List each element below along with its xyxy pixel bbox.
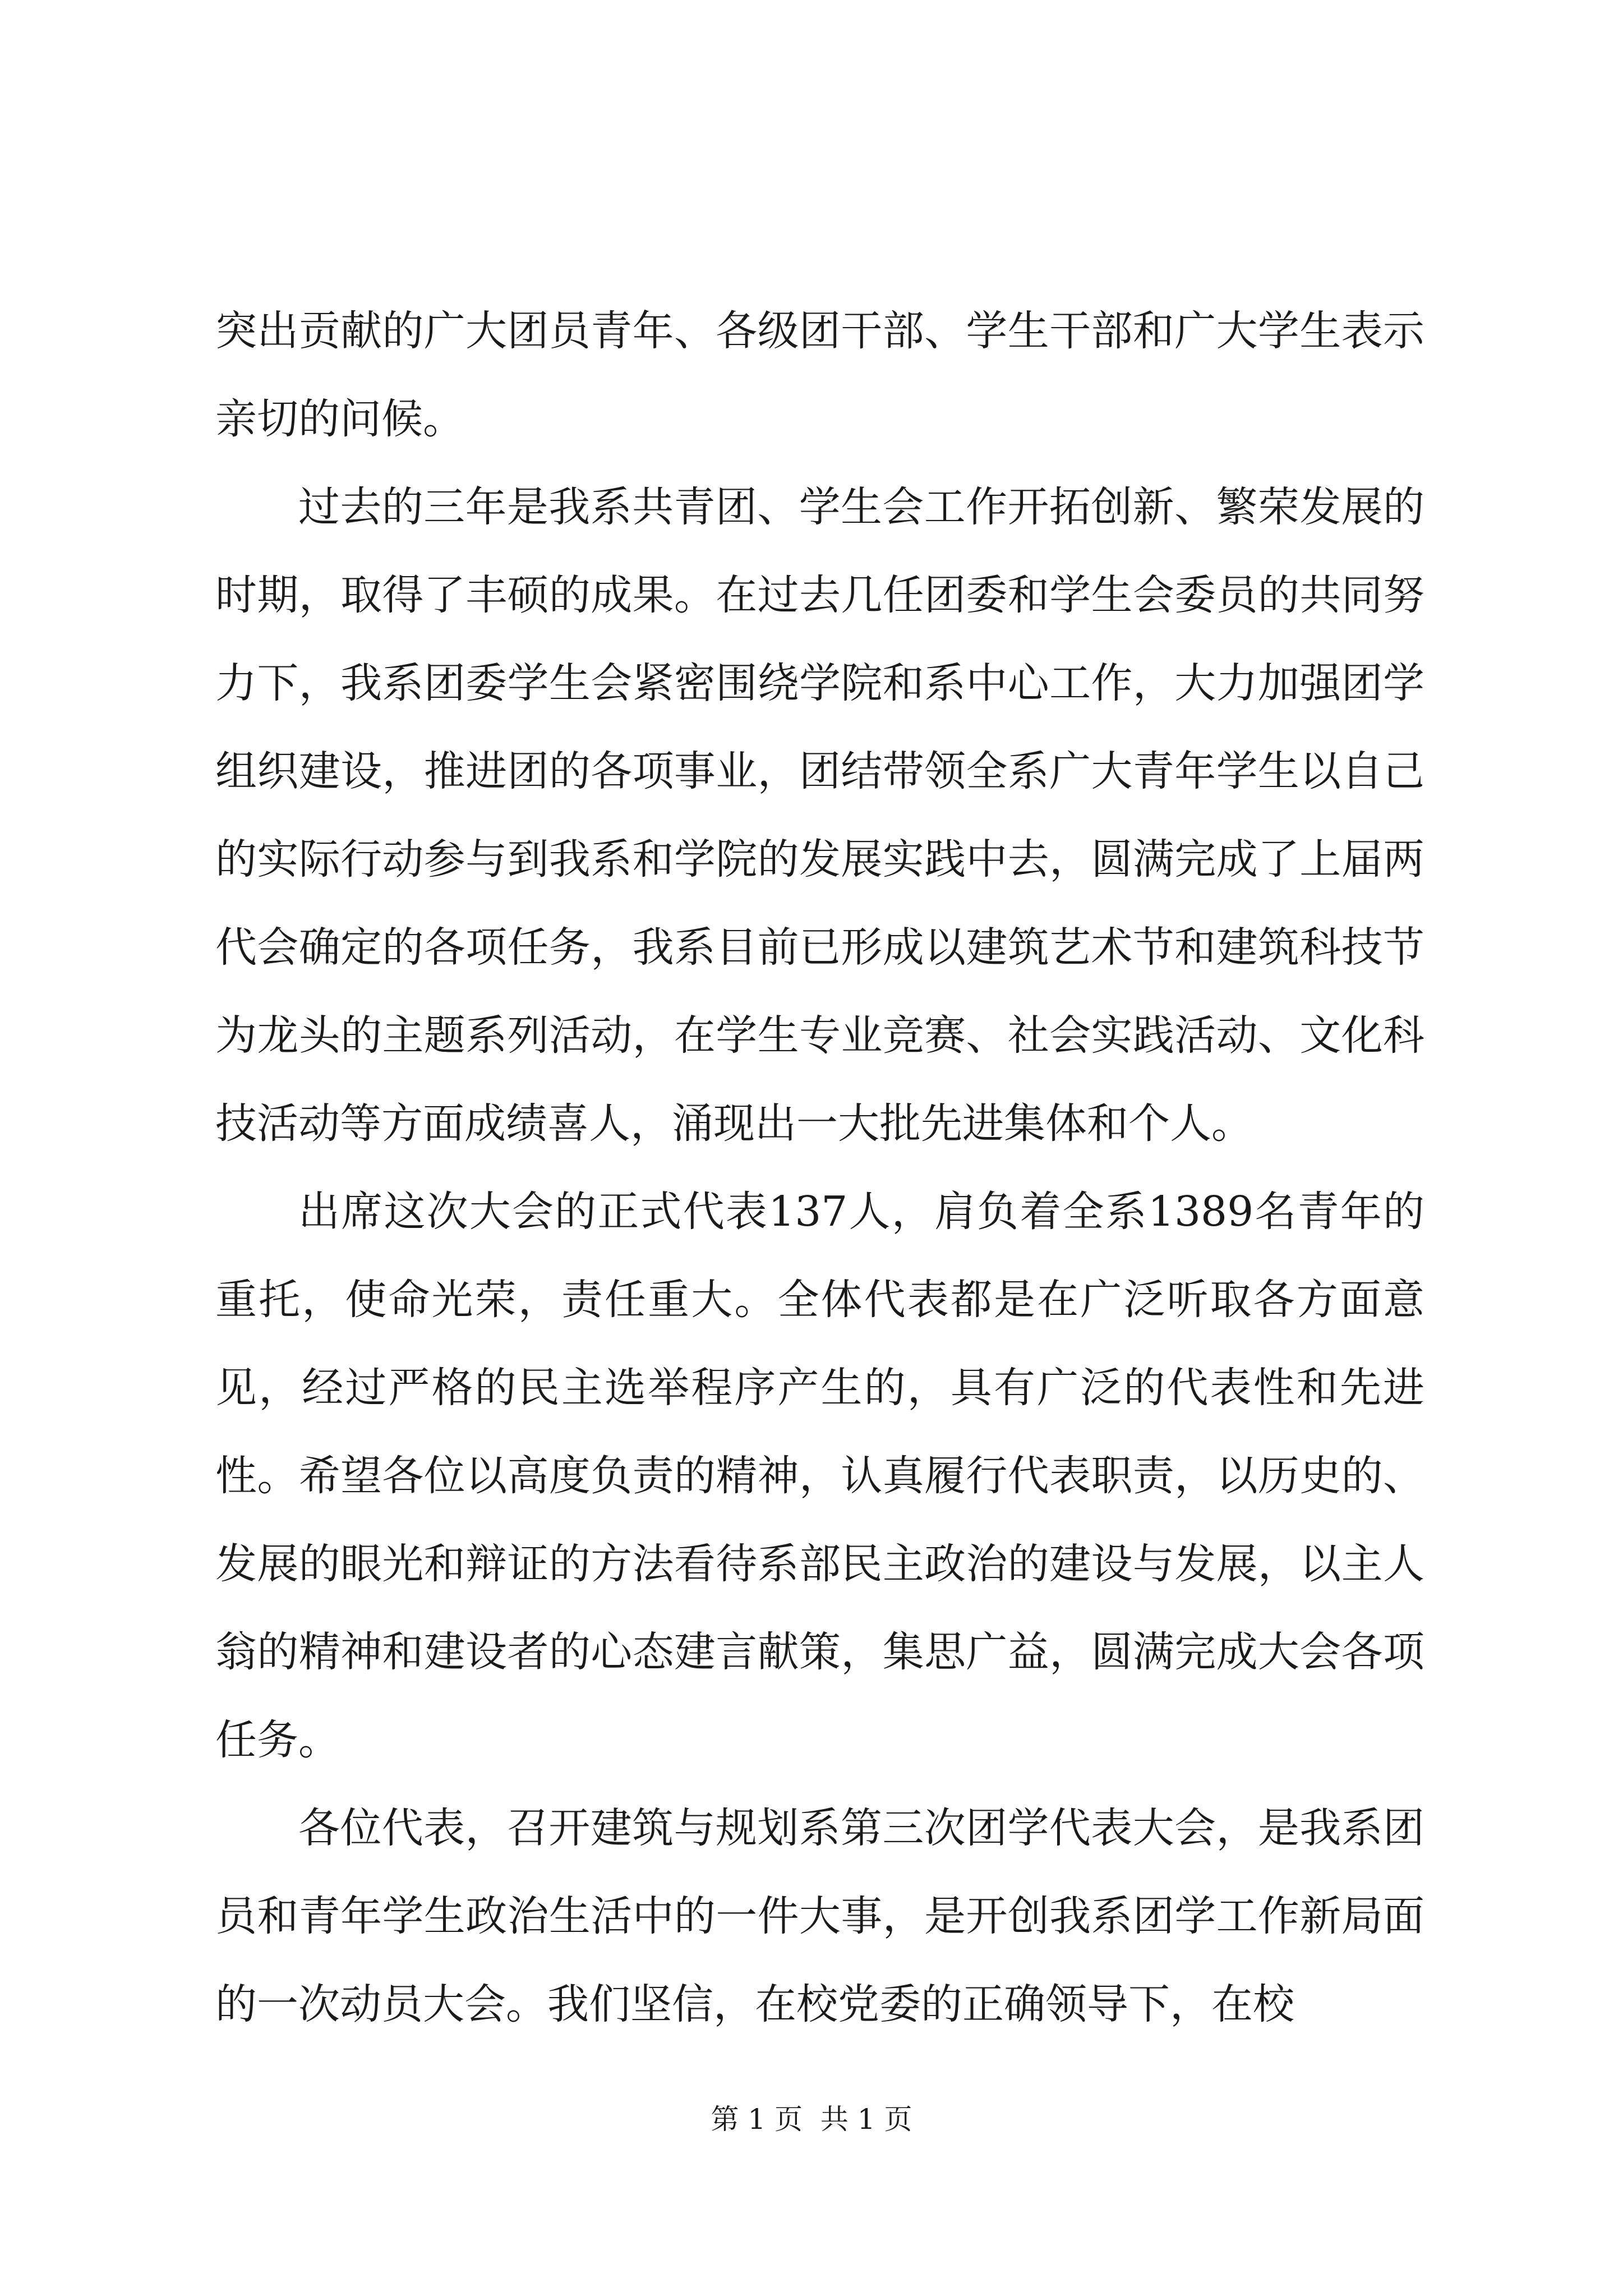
page-footer: 第 1 页 共 1 页 (711, 2103, 912, 2136)
paragraph: 过去的三年是我系共青团、学生会工作开拓创新、繁荣发展的时期，取得了丰硕的成果。在过去几任团委和学生会委员的共同努力下，我系团委学生会紧密围绕学院和系中心工作，大力加强团学组织建设，推进团的各项事业，团结带领全系广大青年学生以自己的实际行动参与到我系和学院的发展实践中去，圆满完成了上届两代会确定的各项任务，我系目前已形成以建筑艺术节和建筑科技节为龙头的主题系列活动，在学生专业竞赛、社会实践活动、文化科技活动等方面成绩喜人，涌现出一大批先进集体和个人。 (215, 483, 1424, 1148)
paragraph: 各位代表，召开建筑与规划系第三次团学代表大会，是我系团员和青年学生政治生活中的一件大事，是开创我系团学工作新局面的一次动员大会。我们坚信，在校党委的正确领导下，在校 (215, 1804, 1424, 2028)
paragraph-continued: 突出贡献的广大团员青年、各级团干部、学生干部和广大学生表示亲切的问候。 (215, 307, 1424, 443)
paragraph: 出席这次大会的正式代表137人，肩负着全系1389名青年的重托，使命光荣，责任重大。全体代表都是在广泛听取各方面意见，经过严格的民主选举程序产生的，具有广泛的代表性和先进性。希望各位以高度负责的精神，认真履行代表职责，以历史的、发展的眼光和辩证的方法看待系部民主政治的建设与发展，以主人翁的精神和建设者的心态建言献策，集思广益，圆满完成大会各项任务。 (215, 1188, 1424, 1764)
document-body (215, 287, 1424, 2049)
